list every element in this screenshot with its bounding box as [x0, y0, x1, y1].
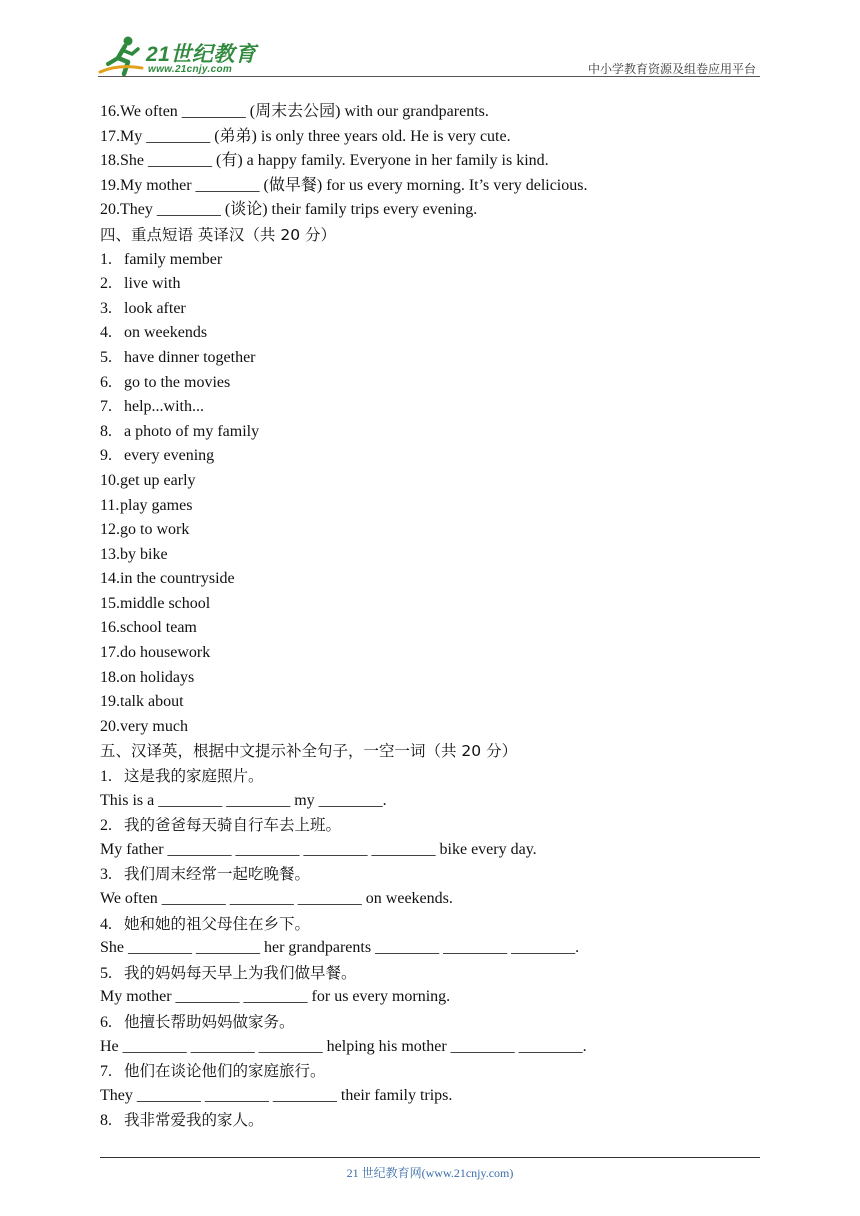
- phrase-number: 6.: [100, 373, 112, 391]
- phrase-item: [100, 641, 760, 666]
- question-text: She ________ (有) a happy family. Everyone in her family is kind.: [120, 152, 549, 170]
- phrase-text: family member: [124, 250, 223, 268]
- phrase-text: go to the movies: [124, 373, 231, 391]
- translation-answer: This is a ________ ________ my ________.: [100, 791, 387, 809]
- section-5-heading: 五、汉译英，根据中文提示补全句子，一空一词（共 20 分）: [100, 742, 518, 761]
- translation-answer: We often ________ ________ ________ on weekends.: [100, 890, 453, 907]
- phrase-text: play games: [120, 496, 193, 514]
- translation-number: 2.: [100, 817, 112, 835]
- phrase-text: on weekends: [124, 324, 208, 342]
- chinese-sentence: 我的妈妈每天早上为我们做早餐。: [124, 963, 357, 982]
- phrase-text: on holidays: [120, 668, 195, 686]
- phrase-number: 20.: [100, 717, 120, 735]
- question-18: [100, 149, 760, 174]
- page-footer[interactable]: 21 世纪教育网(www.21cnjy.com): [346, 1166, 514, 1180]
- translation-answer: They ________ ________ ________ their family trips.: [100, 1086, 453, 1104]
- phrase-item: [100, 666, 760, 691]
- phrase-item: [100, 346, 760, 371]
- phrase-number: 16.: [100, 619, 120, 637]
- phrase-text: help...with...: [124, 398, 204, 416]
- phrase-number: 3.: [100, 299, 112, 317]
- phrase-text: every evening: [124, 447, 215, 465]
- phrase-number: 14.: [100, 570, 120, 588]
- phrase-text: talk about: [120, 693, 184, 711]
- phrase-number: 9.: [100, 447, 112, 465]
- phrase-item: [100, 494, 760, 519]
- translation-number: 7.: [100, 1063, 112, 1081]
- phrase-text: have dinner together: [124, 348, 256, 366]
- chinese-sentence: 这是我的家庭照片。: [124, 767, 264, 786]
- phrase-item: [100, 321, 760, 346]
- chinese-sentence: 她和她的祖父母住在乡下。: [124, 914, 311, 933]
- phrase-number: 17.: [100, 644, 120, 662]
- phrase-text: live with: [124, 275, 181, 293]
- phrase-item: [100, 395, 760, 420]
- phrase-number: 2.: [100, 275, 112, 293]
- site-logo[interactable]: [98, 34, 268, 80]
- question-text: They ________ (谈论) their family trips every evening.: [120, 201, 478, 219]
- phrase-item: [100, 616, 760, 641]
- phrase-text: a photo of my family: [124, 422, 260, 440]
- logo-title: 21世纪教育: [146, 43, 257, 66]
- translation-prompt: [100, 961, 760, 986]
- question-text: My ________ (弟弟) is only three years old. He is very cute.: [120, 127, 511, 145]
- phrase-text: school team: [120, 619, 197, 637]
- translation-answer: My father ________ ________ ________ ________ bike every day.: [100, 840, 537, 858]
- phrase-item: [100, 469, 760, 494]
- translation-prompt: [100, 1010, 760, 1035]
- question-19: [100, 174, 760, 199]
- translation-answer: She ________ ________ her grandparents ________ ________ ________.: [100, 939, 580, 957]
- phrase-text: get up early: [120, 471, 196, 489]
- section-3-items: [100, 100, 760, 223]
- section-4-heading: 四、重点短语 英译汉（共 20 分）: [100, 225, 337, 244]
- page-header: [98, 34, 760, 80]
- chinese-sentence: 他们在谈论他们的家庭旅行。: [124, 1062, 326, 1081]
- translation-number: 5.: [100, 964, 112, 982]
- chinese-sentence: 我非常爱我的家人。: [124, 1111, 264, 1130]
- phrase-item: [100, 420, 760, 445]
- section-4-phrase-list: [100, 248, 760, 740]
- phrase-item: [100, 567, 760, 592]
- header-tagline: 中小学教育资源及组卷应用平台: [587, 62, 756, 76]
- translation-prompt: [100, 1108, 760, 1133]
- question-text: My mother ________ (做早餐) for us every morning. It’s very delicious.: [120, 176, 588, 194]
- phrase-number: 5.: [100, 348, 112, 366]
- phrase-item: [100, 690, 760, 715]
- phrase-item: [100, 518, 760, 543]
- phrase-text: do housework: [120, 644, 211, 662]
- phrase-number: 1.: [100, 250, 112, 268]
- phrase-number: 10.: [100, 471, 120, 489]
- phrase-number: 15.: [100, 594, 120, 612]
- question-17: [100, 125, 760, 150]
- phrase-item: [100, 272, 760, 297]
- chinese-sentence: 他擅长帮助妈妈做家务。: [124, 1012, 295, 1031]
- logo-url: www.21cnjy.com: [148, 64, 233, 75]
- section-5-translation-list: [100, 764, 760, 1133]
- phrase-number: 11.: [100, 496, 120, 514]
- question-16: [100, 100, 760, 125]
- question-20: [100, 198, 760, 223]
- phrase-item: [100, 715, 760, 740]
- translation-prompt: [100, 912, 760, 937]
- phrase-number: 12.: [100, 521, 120, 539]
- worksheet-content: [100, 100, 760, 1133]
- translation-number: 8.: [100, 1112, 112, 1130]
- translation-number: 6.: [100, 1013, 112, 1031]
- question-text: We often ________ (周末去公园) with our grandparents.: [120, 103, 489, 120]
- translation-prompt: [100, 1059, 760, 1084]
- translation-prompt: [100, 764, 760, 789]
- header-divider: [98, 76, 760, 77]
- phrase-number: 13.: [100, 545, 120, 563]
- phrase-number: 8.: [100, 422, 112, 440]
- phrase-item: [100, 297, 760, 322]
- phrase-item: [100, 248, 760, 273]
- question-number: 17.: [100, 127, 120, 145]
- translation-prompt: [100, 862, 760, 887]
- phrase-text: by bike: [120, 545, 168, 563]
- question-number: 16.: [100, 103, 120, 120]
- phrase-number: 19.: [100, 693, 120, 711]
- question-number: 19.: [100, 176, 120, 194]
- phrase-text: go to work: [120, 521, 190, 539]
- phrase-item: [100, 444, 760, 469]
- translation-number: 4.: [100, 915, 112, 933]
- phrase-number: 18.: [100, 668, 120, 686]
- question-number: 20.: [100, 201, 120, 219]
- runner-logo-icon: [98, 34, 148, 80]
- phrase-text: in the countryside: [120, 570, 235, 588]
- translation-answer: He ________ ________ ________ helping his mother ________ ________.: [100, 1037, 587, 1055]
- phrase-item: [100, 543, 760, 568]
- chinese-sentence: 我的爸爸每天骑自行车去上班。: [124, 816, 342, 835]
- translation-answer: My mother ________ ________ for us every morning.: [100, 988, 451, 1006]
- translation-number: 3.: [100, 866, 112, 884]
- question-number: 18.: [100, 152, 120, 170]
- footer-divider: [100, 1157, 760, 1158]
- phrase-number: 7.: [100, 398, 112, 416]
- phrase-item: [100, 371, 760, 396]
- phrase-item: [100, 592, 760, 617]
- chinese-sentence: 我们周末经常一起吃晚餐。: [124, 865, 311, 884]
- phrase-text: look after: [124, 299, 186, 317]
- phrase-number: 4.: [100, 324, 112, 342]
- phrase-text: middle school: [120, 594, 211, 612]
- translation-number: 1.: [100, 768, 112, 786]
- translation-prompt: [100, 813, 760, 838]
- phrase-text: very much: [120, 717, 188, 735]
